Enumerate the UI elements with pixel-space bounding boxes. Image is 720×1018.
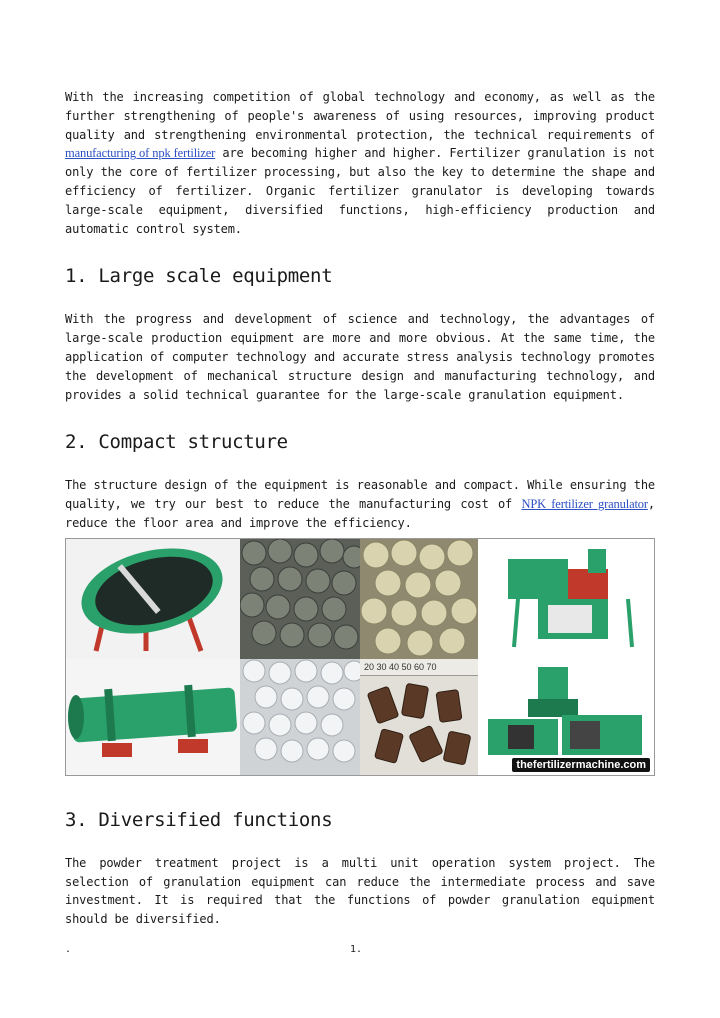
disc-granulator-image — [66, 539, 240, 659]
npk-granulator-link[interactable]: NPK fertilizer granulator — [521, 497, 648, 512]
ruler-scale: 20 30 40 50 60 70 — [360, 659, 478, 676]
rotary-drum-granulator-image — [66, 659, 240, 775]
footer-left-mark: . — [65, 944, 72, 955]
white-pellets-image — [240, 659, 360, 775]
site-watermark: thefertilizermachine.com — [512, 758, 650, 772]
roller-press-granulator-image — [478, 539, 654, 659]
beige-pellets-image — [360, 539, 478, 659]
section2-paragraph: The structure design of the equipment is reasonable and compact. While ensuring the quality, we try our best to reduce the manufacturing cost of NPK fertilizer granulator, reduce the floor area and improve the efficiency. — [65, 478, 655, 530]
intro-paragraph: With the increasing competition of global technology and economy, as well as the further strengthening of people's awareness of using resources, improving product quality and strengthening environmental protection, the technical requirements of manufacturing of npk fertilizer are becoming higher and higher. Fertilizer granulation is not only the core of fertilizer processing, but also the key to determine the shape and efficiency of fertilizer. Organic fertilizer granulator is developing towards large-scale equipment, diversified functions, high-efficiency production and automatic control system. — [65, 90, 655, 236]
manufacturing-npk-link[interactable]: manufacturing of npk fertilizer — [65, 146, 216, 161]
section1-paragraph: With the progress and development of science and technology, the advantages of large-scale production equipment are more and more obvious. At the same time, the application of computer technology and accurate stress analysis technology promotes the development of mechanical structure design and manufacturing technology, and provides a solid technical guarantee for the large-scale granulation equipment. — [65, 312, 655, 402]
section3-paragraph: The powder treatment project is a multi unit operation system project. The selection of granulation equipment can reduce the intermediate process and save investment. It is required that the functions of powder granulation equipment should be diversified. — [65, 855, 655, 927]
document-body — [65, 88, 655, 929]
brown-pellets-ruler-image — [360, 659, 478, 775]
granulator-product-collage — [65, 538, 655, 776]
section1-heading: 1. Large scale equipment — [65, 265, 333, 288]
dark-pellets-image — [240, 539, 360, 659]
section3-heading: 3. Diversified functions — [65, 808, 333, 831]
section2-heading: 2. Compact structure — [65, 431, 288, 454]
page-number: 1. — [350, 944, 363, 955]
